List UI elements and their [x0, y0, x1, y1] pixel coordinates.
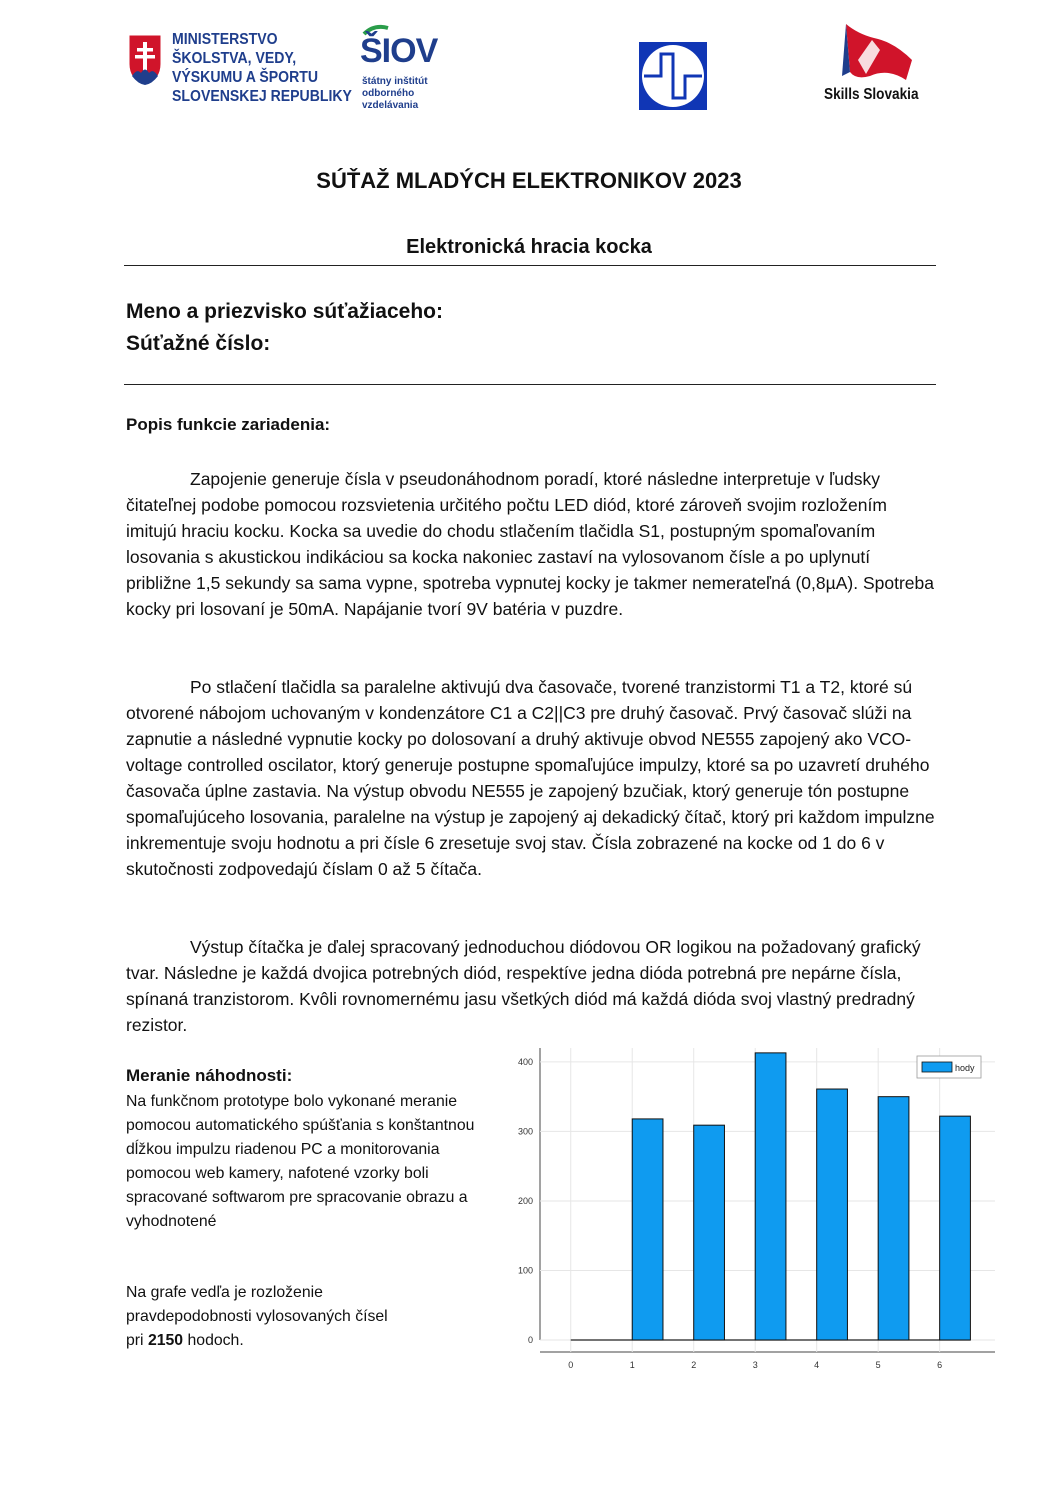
siov-wordmark: ŠIOV	[360, 32, 438, 70]
bar	[817, 1089, 848, 1340]
x-tick-label: 6	[937, 1360, 943, 1370]
y-tick-label: 400	[517, 1056, 533, 1067]
divider-top	[124, 265, 936, 266]
page-subtitle: Elektronická hracia kocka	[406, 236, 652, 258]
ministry-line-1: MINISTERSTVO	[172, 31, 278, 48]
measurement-summary	[126, 1281, 396, 1353]
chart-svg	[505, 1040, 1000, 1380]
y-tick-label: 300	[517, 1126, 533, 1137]
description-heading: Popis funkcie zariadenia:	[126, 415, 331, 434]
siov-sub-3: vzdelávania	[362, 100, 419, 111]
summary-count: 2150	[147, 1332, 184, 1349]
page-title: SÚŤAŽ MLADÝCH ELEKTRONIKOV 2023	[316, 168, 742, 193]
pulse-emblem-icon	[639, 42, 707, 110]
x-tick-label: 5	[875, 1360, 881, 1370]
school-emblem-logo	[639, 42, 707, 110]
x-tick-label: 1	[629, 1360, 635, 1370]
summary-before: Na grafe vedľa je rozloženie pravdepodobnosti vylosovaných čísel pri	[126, 1284, 388, 1349]
legend-swatch	[922, 1062, 952, 1072]
bar	[940, 1116, 971, 1340]
siov-sub-2: odborného	[362, 88, 415, 99]
description-paragraph-2: Po stlačení tlačidla sa paralelne aktivujú dva časovače, tvorené tranzistormi T1 a T2, ktoré sú otvorené nábojom uchovaným v kondenzátore C1 a C2||C3 pre druhý časovač. Prvý časovač slúži na zapnutie a následné vypnutie kocky po dolosovaní a druhý aktivuje obvod NE555 zapojený ako VCO- voltage controlled oscilator, ktorý generuje postupne spomaľujúce impulzy, ktoré sa po uzavretí druhého časovača úplne zastavia. Na výstup obvodu NE555 je zapojený bzučiak, ktorý generuje tón postupne spomaľujúceho losovania, paralelne na výstup je zapojený aj dekadický čítač, ktorý pri každom impulzne inkrementuje svoju hodnotu a pri čísle 6 zresetuje svoj stav. Čísla zobrazené na kocke od 1 do 6 v skutočnosti zodpovedajú číslam 0 až 5 čítača.	[126, 677, 935, 879]
legend-label: hody	[955, 1063, 975, 1073]
bar	[878, 1097, 909, 1340]
skills-slovakia-logo	[820, 20, 920, 110]
summary-after: hodoch.	[183, 1332, 244, 1349]
ministry-logo	[128, 30, 353, 120]
skills-slovakia-label: Skills Slovakia	[824, 86, 919, 103]
divider-bottom	[124, 384, 936, 385]
description-paragraph-1: Zapojenie generuje čísla v pseudonáhodnom poradí, ktoré následne interpretuje v ľudsky čitateľnej podobe pomocou rozsvietenia určitého počtu LED diód, ktoré zároveň svojim rozložením imitujú hraciu kocku. Kocka sa uvedie do chodu stlačením tlačidla S1, postupným spomaľovaním losovania s akustickou indikáciou sa kocka nakoniec zastaví na vylosovanom čísle a po uplynutí približne 1,5 sekundy sa sama vypne, spotreba vypnutej kocky je takmer nemerateľná (0,8µA). Spotreba kocky pri losovaní je 50mA. Napájanie tvorí 9V batéria v puzdre.	[126, 469, 934, 619]
dice-distribution-chart	[505, 1040, 1000, 1380]
x-tick-label: 0	[568, 1360, 574, 1370]
siov-sub-1: štátny inštitút	[362, 76, 428, 87]
contestant-number-label: Súťažné číslo:	[126, 332, 271, 355]
contestant-name-label: Meno a priezvisko súťažiaceho:	[126, 300, 443, 323]
bar	[694, 1125, 725, 1340]
y-tick-label: 0	[527, 1335, 533, 1345]
y-tick-label: 200	[517, 1195, 533, 1206]
measurement-text: Na funkčnom prototype bolo vykonané meranie pomocou automatického spúšťania s konštantnou dĺžkou impulzu riadenou PC a monitorovania pomocou web kamery, nafotené vzorky boli spracované softwarom pre spracovanie obrazu a vyhodnotené	[126, 1093, 475, 1230]
x-tick-label: 4	[814, 1360, 820, 1370]
bar	[632, 1119, 663, 1340]
bar	[755, 1053, 786, 1340]
siov-logo	[360, 24, 450, 119]
y-tick-label: 100	[517, 1265, 533, 1276]
flag-mountain-icon	[836, 20, 918, 84]
slovak-crest-icon	[128, 34, 162, 86]
ministry-line-2: ŠKOLSTVA, VEDY,	[172, 50, 297, 67]
measurement-heading: Meranie náhodnosti:	[126, 1066, 293, 1085]
x-tick-label: 2	[691, 1360, 697, 1370]
description-paragraph-3: Výstup čítačka je ďalej spracovaný jednoduchou diódovou OR logikou na požadovaný grafický tvar. Následne je každá dvojica potrebných diód, respektíve jedna dióda potrebná pre nepárne čísla, spínaná tranzistorom. Kvôli rovnomernému jasu všetkých diód má každá dióda svoj vlastný predradný rezistor.	[126, 937, 921, 1035]
x-tick-label: 3	[752, 1360, 758, 1370]
ministry-line-3: VÝSKUMU A ŠPORTU	[172, 69, 319, 86]
ministry-line-4: SLOVENSKEJ REPUBLIKY	[172, 88, 352, 105]
